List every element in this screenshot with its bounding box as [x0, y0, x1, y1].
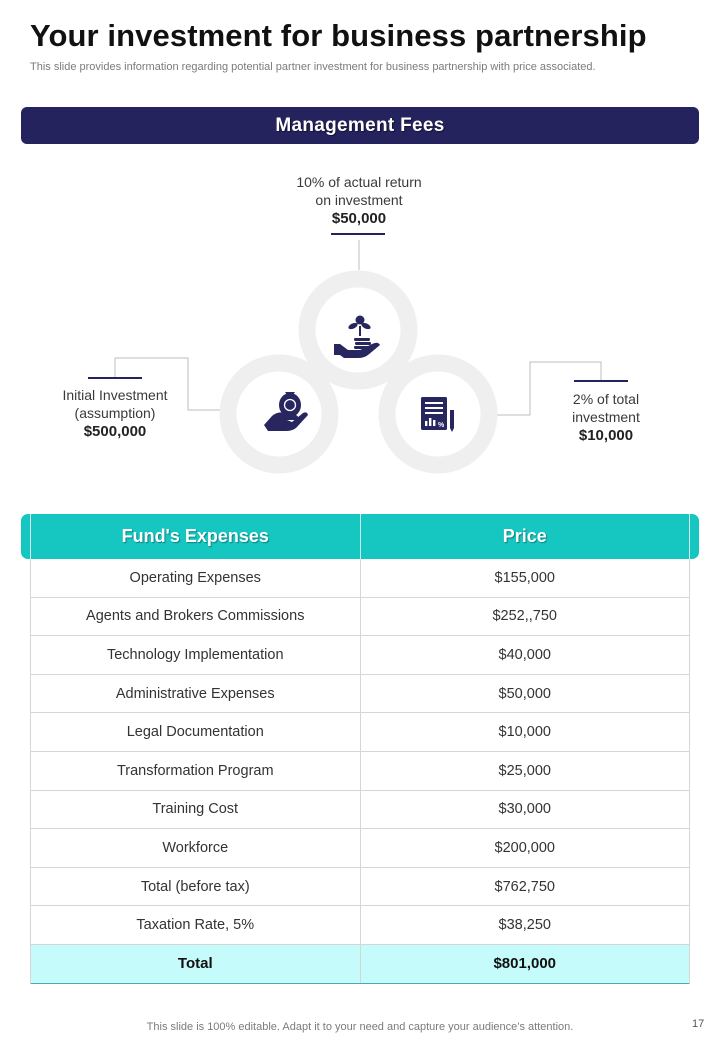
expense-price: $40,000 — [360, 636, 690, 674]
left-amount-underline — [88, 377, 142, 379]
total-row — [31, 945, 689, 984]
table-row — [31, 791, 689, 830]
table-body — [30, 559, 690, 984]
table-row — [31, 906, 689, 945]
slide-subtitle: This slide provides information regarding potential partner investment for business partnership with price associated. — [30, 61, 596, 73]
top-ring — [307, 279, 409, 381]
table-row — [31, 598, 689, 637]
expense-price: $38,250 — [360, 906, 690, 944]
top-fee-text — [259, 173, 459, 228]
left-fee-text — [25, 386, 205, 441]
expense-name: Workforce — [162, 839, 229, 856]
left-fee-line1: Initial Investment — [62, 387, 168, 403]
expense-name: Transformation Program — [116, 762, 274, 779]
management-fees-label: Management Fees — [275, 114, 445, 136]
expense-name: Training Cost — [152, 801, 239, 818]
expenses-table — [21, 514, 699, 984]
footer-note: This slide is 100% editable. Adapt it to your need and capture your audience’s attention. — [146, 1021, 574, 1033]
expense-name: Agents and Brokers Commissions — [86, 608, 305, 625]
total-label: Total — [177, 955, 213, 973]
svg-text:%: % — [438, 422, 445, 429]
expense-price: $10,000 — [360, 713, 690, 751]
expense-price: $252,,750 — [360, 598, 690, 636]
expense-price: $155,000 — [360, 559, 690, 597]
header-funds-expenses: Fund's Expenses — [121, 526, 269, 546]
expense-price: $30,000 — [360, 791, 690, 829]
table-row — [31, 636, 689, 675]
expense-price: $25,000 — [360, 752, 690, 790]
money-plant-hand-icon — [334, 316, 380, 359]
table-row — [31, 713, 689, 752]
expense-name: Operating Expenses — [129, 569, 261, 586]
left-fee-line2: (assumption) — [74, 405, 156, 421]
table-header — [21, 514, 699, 559]
expense-price: $200,000 — [360, 829, 690, 867]
financial-report-icon — [421, 397, 454, 432]
top-amount-underline — [331, 233, 385, 235]
expense-name: Administrative Expenses — [115, 685, 275, 702]
slide-title: Your investment for business partnership — [30, 18, 647, 53]
page-number: 17 — [692, 1018, 705, 1030]
expense-name: Total (before tax) — [140, 878, 250, 895]
top-fee-amount: $50,000 — [331, 210, 387, 227]
right-fee-text — [526, 390, 686, 445]
left-fee-amount: $500,000 — [83, 423, 147, 440]
top-fee-line1: 10% of actual return — [296, 174, 422, 190]
table-row — [31, 868, 689, 907]
total-price: $801,000 — [360, 945, 690, 983]
expense-price: $762,750 — [360, 868, 690, 906]
right-fee-line1: 2% of total — [572, 391, 640, 407]
header-price: Price — [360, 514, 690, 559]
table-row — [31, 752, 689, 791]
expense-name: Legal Documentation — [126, 724, 264, 741]
top-fee-line2: on investment — [315, 192, 403, 208]
expense-name: Taxation Rate, 5% — [136, 917, 255, 934]
money-bag-hand-icon — [264, 392, 308, 431]
expense-price: $50,000 — [360, 675, 690, 713]
table-row — [31, 559, 689, 598]
right-fee-amount: $10,000 — [578, 427, 634, 444]
right-fee-line2: investment — [572, 409, 640, 425]
table-row — [31, 675, 689, 714]
right-amount-underline — [574, 380, 628, 382]
table-row — [31, 829, 689, 868]
expense-name: Technology Implementation — [106, 646, 284, 663]
